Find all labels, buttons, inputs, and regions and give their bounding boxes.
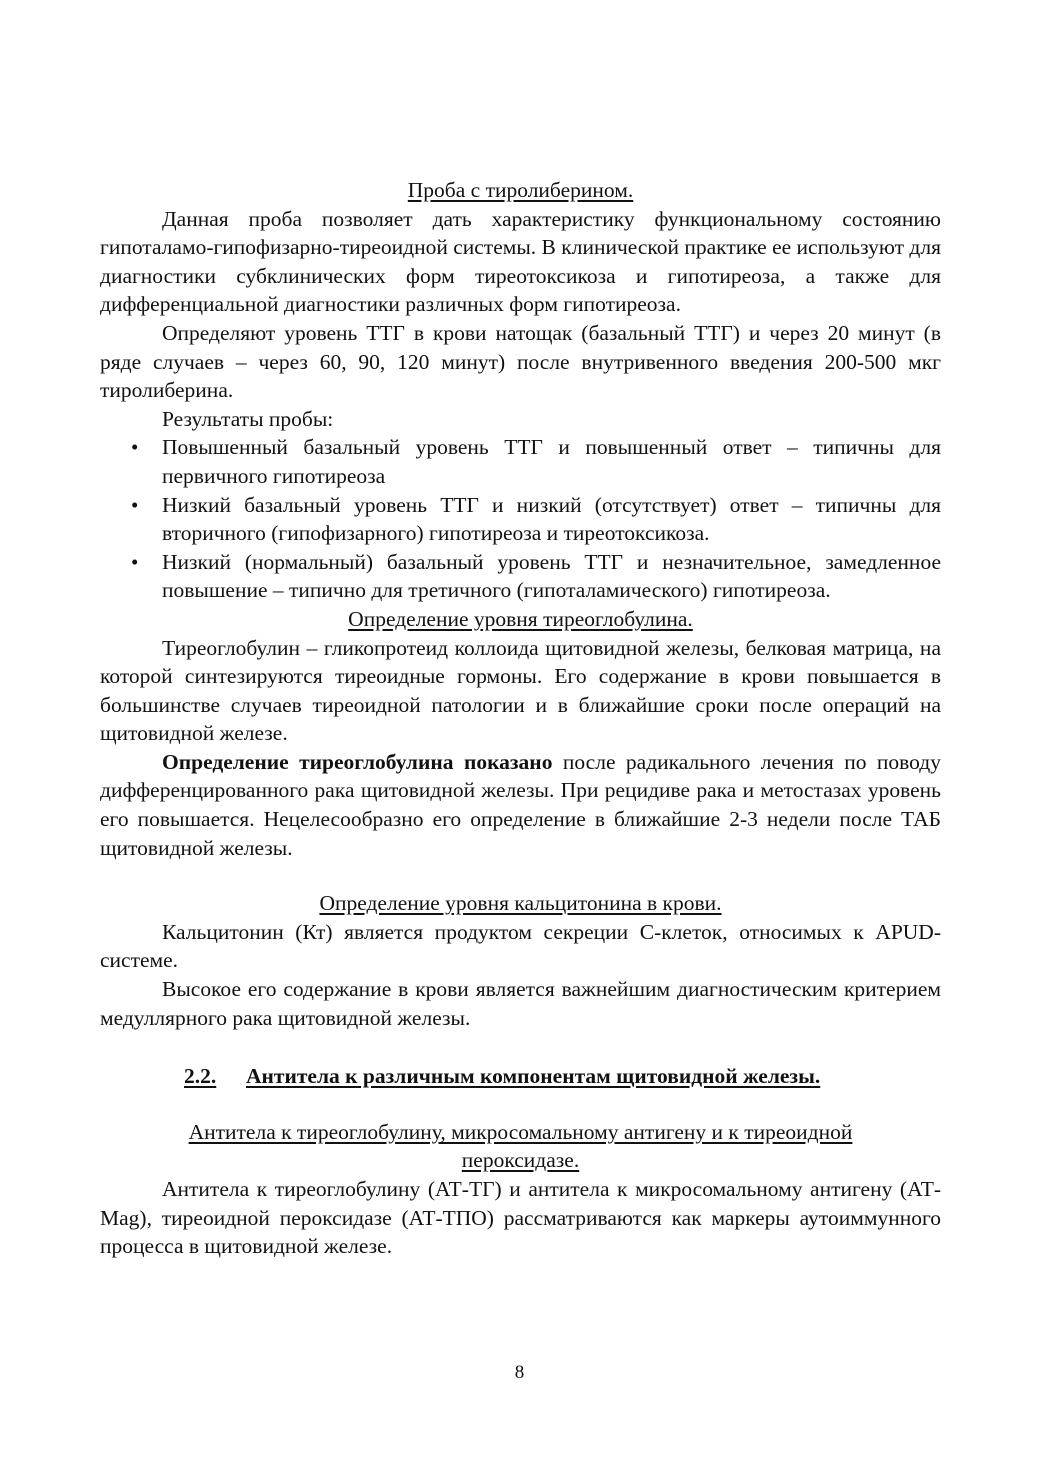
- thyroglobulin-heading: Определение уровня тиреоглобулина.: [348, 606, 693, 631]
- list-item: [100, 491, 941, 548]
- spacer: [100, 1032, 941, 1062]
- document-page: [100, 176, 941, 1261]
- calcitonin-paragraph-2: Высокое его содержание в крови является важнейшим диагностическим критерием медуллярного рака щитовидной железы.: [100, 977, 941, 1030]
- trh-results-label: Результаты пробы:: [162, 406, 334, 431]
- trh-test-heading: Проба с тиролиберином.: [407, 178, 634, 202]
- list-item-text: Повышенный базальный уровень ТТГ и повышенный ответ – типичны для первичного гипотиреоза: [162, 435, 941, 488]
- section-title-text: Антитела к различным компонентам щитовидной железы.: [246, 1064, 821, 1089]
- thyroglobulin-paragraph-1: Тиреоглобулин – гликопротеид коллоида щитовидной железы, белковая матрица, на которой синтезируются тиреоидные гормоны. Его содержание в крови повышается в большинстве случаев тиреоидной патологии и в ближайшие сроки после операций на щитовидной железе.: [100, 635, 941, 746]
- spacer: [100, 1091, 941, 1118]
- calcitonin-paragraph-1: Кальцитонин (Кт) является продуктом секреции С-клеток, относимых к APUD-системе.: [100, 919, 941, 973]
- trh-paragraph-1: Данная проба позволяет дать характеристику функциональному состоянию гипоталамо-гипофизарно-тиреоидной системы. В клинической практике ее используют для диагностики субклинических форм тиреотоксикоза и гипотиреоза, а также для дифференциальной диагностики различных форм гипотиреоза.: [100, 206, 941, 317]
- antibodies-subheading-line-2: пероксидазе.: [461, 1148, 580, 1173]
- list-item: [100, 433, 941, 490]
- thyroglobulin-paragraph-2: [100, 748, 941, 862]
- list-item-text: Низкий базальный уровень ТТГ и низкий (отсутствует) ответ – типичны для вторичного (гипофизарного) гипотиреоза и тиреотоксикоза.: [162, 492, 941, 546]
- thyroglobulin-indication-text: после радикального лечения по поводу дифференцированного рака щитовидной железы. При рецидиве рака и метостазах уровень его повышается. Нецелесообразно его определение в ближайшие 2-3 недели после ТАБ щитовидной железы.: [100, 749, 941, 860]
- bullet-icon: •: [131, 492, 139, 517]
- list-item-text: Низкий (нормальный) базальный уровень ТТГ и незначительное, замедленное повышение – типично для третичного (гипоталамического) гипотиреоза.: [162, 549, 941, 603]
- thyroglobulin-indication-bold: Определение тиреоглобулина показано: [162, 749, 553, 774]
- bullet-icon: •: [131, 549, 139, 574]
- spacer: [100, 862, 941, 889]
- calcitonin-heading: Определение уровня кальцитонина в крови.: [319, 891, 722, 916]
- page-number: 8: [514, 1362, 525, 1383]
- list-item: [100, 548, 941, 605]
- section-title: [100, 1062, 941, 1091]
- trh-paragraph-2: Определяют уровень ТТГ в крови натощак (базальный ТТГ) и через 20 минут (в ряде случаев – через 60, 90, 120 минут) после внутривенного введения 200-500 мкг тиролиберина.: [100, 320, 941, 403]
- antibodies-paragraph-1: Антитела к тиреоглобулину (АТ-ТГ) и антитела к микросомальному антигену (АТ-Mag), тиреоидной пероксидазе (АТ-ТПО) рассматриваются как маркеры аутоиммунного процесса в щитовидной железе.: [100, 1177, 941, 1259]
- bullet-icon: •: [131, 435, 139, 460]
- antibodies-subheading-line-1: Антитела к тиреоглобулину, микросомальному антигену и к тиреоидной: [188, 1119, 853, 1144]
- section-number: 2.2.: [184, 1064, 217, 1089]
- trh-results-list: [100, 433, 941, 605]
